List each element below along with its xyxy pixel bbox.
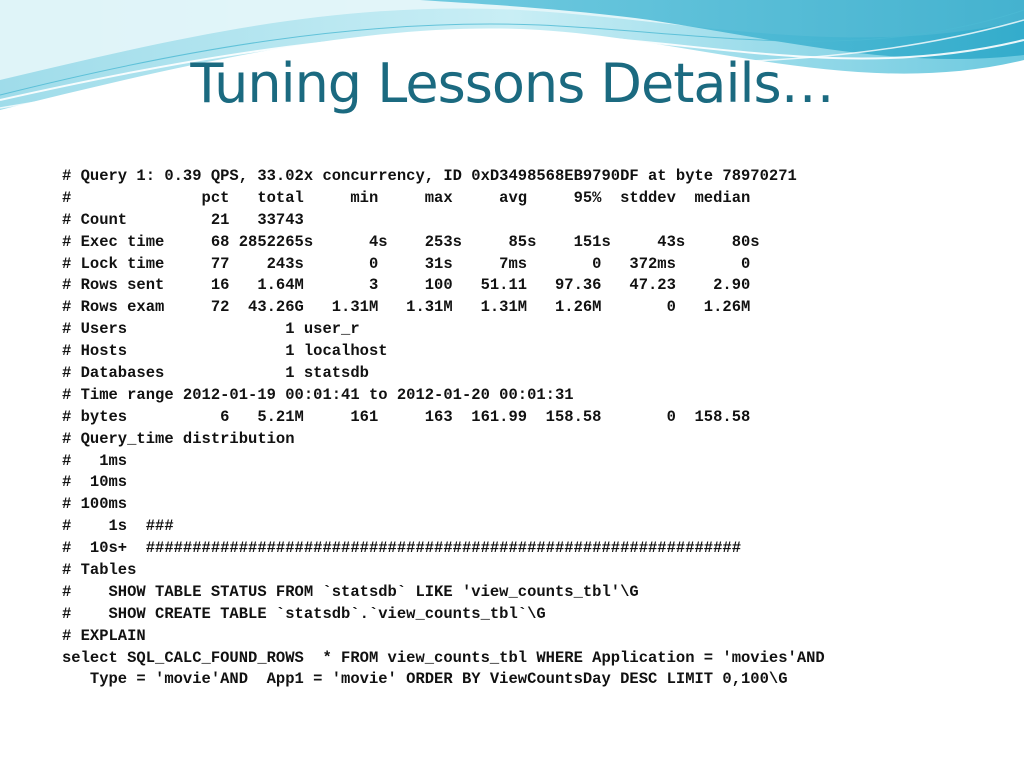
code-line: # bytes 6 5.21M 161 163 161.99 158.58 0 158.58 bbox=[62, 407, 751, 426]
code-line: # 1ms bbox=[62, 451, 128, 470]
code-line: # Count 21 33743 bbox=[62, 210, 304, 229]
code-line: Type = 'movie'AND App1 = 'movie' ORDER BY ViewCountsDay DESC LIMIT 0,100\G bbox=[62, 670, 788, 689]
code-line: # SHOW CREATE TABLE `statsdb`.`view_counts_tbl`\G bbox=[62, 604, 546, 623]
code-line: # Tables bbox=[62, 561, 137, 580]
query-report-code-block bbox=[62, 166, 825, 691]
page-title: Tuning Lessons Details… bbox=[190, 52, 834, 115]
code-line: # Exec time 68 2852265s 4s 253s 85s 151s 43s 80s bbox=[62, 232, 760, 251]
code-line: # Hosts 1 localhost bbox=[62, 342, 388, 361]
code-line: # Query 1: 0.39 QPS, 33.02x concurrency, ID 0xD3498568EB9790DF at byte 78970271 bbox=[62, 167, 797, 185]
code-line: # Rows sent 16 1.64M 3 100 51.11 97.36 47.23 2.90 bbox=[62, 276, 751, 295]
code-line: # Lock time 77 243s 0 31s 7ms 0 372ms 0 bbox=[62, 254, 751, 273]
code-line: # 10s+ ################################################################ bbox=[62, 539, 742, 558]
code-line: # 10ms bbox=[62, 473, 128, 492]
code-line: # Query_time distribution bbox=[62, 429, 295, 448]
code-line: # Databases 1 statsdb bbox=[62, 364, 369, 383]
code-line: select SQL_CALC_FOUND_ROWS * FROM view_counts_tbl WHERE Application = 'movies'AND bbox=[62, 648, 825, 667]
code-line: # Time range 2012-01-19 00:01:41 to 2012-01-20 00:01:31 bbox=[62, 385, 574, 404]
code-line: # SHOW TABLE STATUS FROM `statsdb` LIKE 'view_counts_tbl'\G bbox=[62, 582, 639, 601]
code-line: # EXPLAIN bbox=[62, 626, 146, 645]
code-line: # Rows exam 72 43.26G 1.31M 1.31M 1.31M 1.26M 0 1.26M bbox=[62, 298, 751, 317]
code-line: # Users 1 user_r bbox=[62, 320, 360, 339]
code-line: # 1s ### bbox=[62, 517, 174, 536]
code-line: # 100ms bbox=[62, 495, 128, 514]
code-line: # pct total min max avg 95% stddev median bbox=[62, 188, 751, 207]
